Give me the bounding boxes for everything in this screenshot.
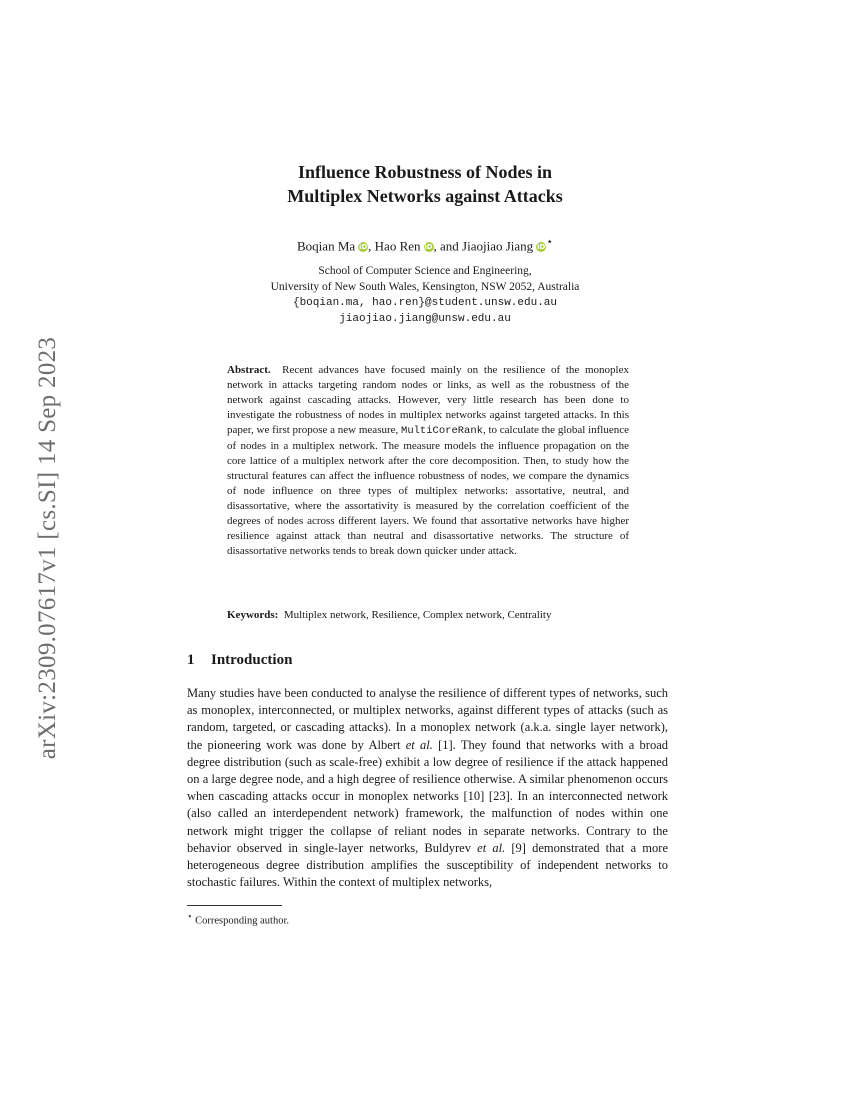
footnote	[187, 909, 289, 929]
section-title: Introduction	[211, 652, 293, 668]
et-al: et al.	[405, 737, 433, 752]
footnote-rule	[187, 905, 282, 906]
author-name: Boqian Ma	[297, 238, 356, 254]
author-separator: , and	[433, 238, 463, 254]
introduction-paragraph	[187, 685, 668, 891]
arxiv-identifier: arXiv:2309.07617v1 [cs.SI] 14 Sep 2023	[34, 336, 61, 760]
intro-text-1: Many studies have been conducted to analyse the resilience of different types of networks, such as monoplex, interconnected, or multiplex networks, against different types of attacks (such as random, targeted, or cascading attacks). In a monoplex network (a.k.a. single layer network), the pioneering work was done by Albert	[187, 686, 668, 752]
footnote-mark: ⋆	[187, 911, 193, 921]
affiliation-line-2: University of New South Wales, Kensington, NSW 2052, Australia	[270, 281, 580, 293]
author-list	[150, 233, 700, 255]
author-name: Jiaojiao Jiang	[462, 238, 534, 254]
keywords	[227, 608, 629, 623]
orcid-icon[interactable]: iD	[359, 243, 368, 252]
intro-text-3: [9] demonstrated that a more heterogeneous degree distribution amplifies the susceptibility of independent networks to stochastic failures. Within the context of multiplex networks,	[187, 840, 668, 890]
email-line-1: {boqian.ma, hao.ren}@student.unsw.edu.au	[292, 297, 558, 309]
title-line-1: Influence Robustness of Nodes in	[297, 162, 553, 182]
keywords-label: Keywords:	[227, 609, 279, 621]
et-al: et al.	[477, 840, 506, 855]
paper-title	[150, 160, 700, 208]
intro-text-2: [1]. They found that networks with a broad degree distribution (such as scale-free) exhibit a low degree of resilience if the attack happened on a large degree node, and a high degree of resilience otherwise. A similar phenomenon occurs when cascading attacks occur in monoplex networks [10] [23]. In an interconnected network (also called an interdependent network) framework, the malfunction of nodes within one network might trigger the collapse of reliant nodes in separate networks. Contrary to the behavior observed in single-layer networks, Buldyrev	[187, 737, 668, 855]
affiliation	[150, 263, 700, 327]
author-name: Hao Ren	[374, 238, 421, 254]
corresponding-author-mark: ⋆	[546, 236, 553, 248]
section-heading	[187, 650, 292, 670]
author-separator: ,	[368, 238, 375, 254]
measure-name: MultiCoreRank	[401, 425, 483, 437]
abstract-text-2: , to calculate the global influence of nodes in a multiplex network. The measure models the influence propagation on the core lattice of a multiplex network after the core decomposition. Then, to study how the structural features can affect the influence robustness of nodes, we compare the dynamics of node influence on three types of multiplex networks: assortative, neutral, and disassortative, where the assortativity is measured by the correlation coefficient of the degrees of nodes across different layers. We found that assortative networks have higher resilience against attack than neutral and disassortative networks. The structure of disassortative networks tends to break down quicker under attack.	[227, 424, 629, 557]
title-line-2: Multiplex Networks against Attacks	[287, 186, 563, 206]
keywords-text: Multiplex network, Resilience, Complex network, Centrality	[283, 609, 552, 621]
footnote-text: Corresponding author.	[192, 915, 290, 927]
abstract	[227, 363, 629, 559]
email-line-2: jiaojiao.jiang@unsw.edu.au	[339, 313, 511, 325]
section-number: 1	[187, 652, 195, 668]
orcid-icon[interactable]: iD	[537, 243, 546, 252]
affiliation-line-1: School of Computer Science and Engineering,	[318, 265, 532, 277]
abstract-text-1: Recent advances have focused mainly on the resilience of the monoplex network in attacks targeting random nodes or links, as well as the robustness of the network against cascading attacks. However, very little research has been done to investigate the robustness of nodes in multiplex networks against targeted attacks. In this paper, we first propose a new measure,	[227, 364, 629, 436]
abstract-label: Abstract.	[227, 364, 271, 376]
orcid-icon[interactable]: iD	[424, 243, 433, 252]
